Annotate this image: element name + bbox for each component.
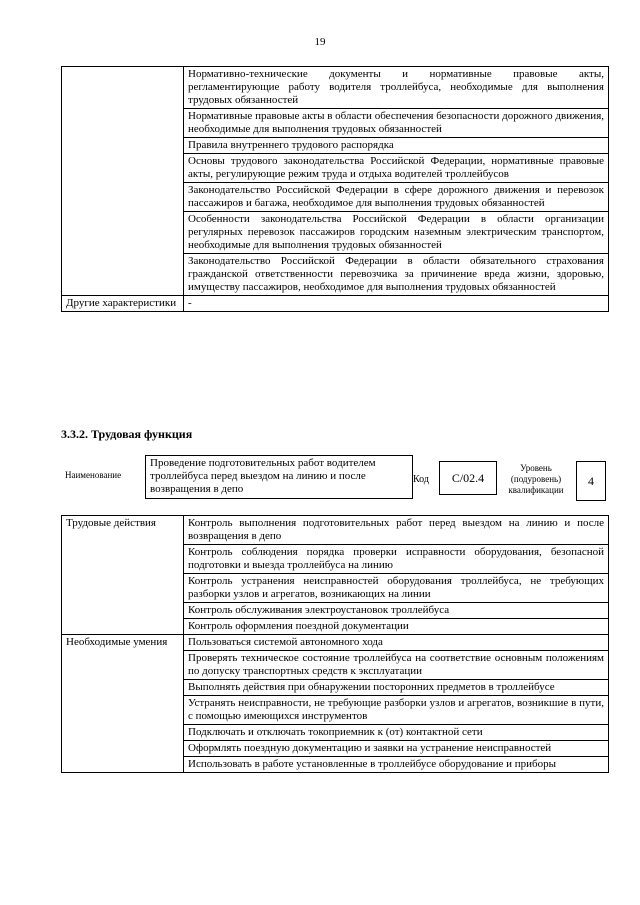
group-label-cell: Трудовые действия bbox=[62, 516, 184, 635]
group-item-cell: Контроль оформления поездной документации bbox=[184, 619, 609, 635]
row-content-cell: Законодательство Российской Федерации в области обязательного страхования гражданской ответственности перевозчика за причинение вреда жизни, здоровью, имуществу пассажиров, необходимое для выполнения трудовых обязанностей bbox=[184, 254, 609, 296]
knowledge-table bbox=[61, 66, 609, 312]
group-item-cell: Проверять техническое состояние троллейбуса на соответствие основным положениям по допуску транспортных средств к эксплуатации bbox=[184, 651, 609, 680]
table-row bbox=[62, 516, 609, 545]
function-table bbox=[61, 515, 609, 773]
code-box bbox=[439, 461, 497, 495]
group-item-cell: Оформлять поездную документацию и заявки на устранение неисправностей bbox=[184, 741, 609, 757]
name-label: Наименование bbox=[65, 470, 122, 480]
group-item-cell: Контроль устранения неисправностей оборудования троллейбуса, не требующих разборки узлов и агрегатов, возникающих на линии bbox=[184, 574, 609, 603]
row-label-cell bbox=[62, 67, 184, 296]
group-item-cell: Устранять неисправности, не требующие разборки узлов и агрегатов, возникшие в пути, с помощью имеющихся инструментов bbox=[184, 696, 609, 725]
group-item-cell: Пользоваться системой автономного хода bbox=[184, 635, 609, 651]
code-value: C/02.4 bbox=[451, 471, 485, 485]
group-item-cell: Выполнять действия при обнаружении посторонних предметов в троллейбусе bbox=[184, 680, 609, 696]
table-row bbox=[62, 296, 609, 312]
level-value: 4 bbox=[588, 474, 594, 488]
level-box bbox=[576, 461, 606, 501]
row-content-cell: Нормативные правовые акты в области обеспечения безопасности дорожного движения, необходимые для выполнения трудовых обязанностей bbox=[184, 109, 609, 138]
section-title: 3.3.2. Трудовая функция bbox=[61, 427, 193, 441]
level-label: Уровень (подуровень) квалификации bbox=[508, 463, 564, 495]
group-label-cell: Необходимые умения bbox=[62, 635, 184, 773]
row-content-cell: Особенности законодательства Российской Федерации в области организации регулярных перевозок пассажиров городским наземным электрическим транспортом, необходимые для выполнения трудовых обязанностей bbox=[184, 212, 609, 254]
function-name-box bbox=[145, 455, 413, 499]
table-row bbox=[62, 67, 609, 109]
row-content-cell: Правила внутреннего трудового распорядка bbox=[184, 138, 609, 154]
group-item-cell: Контроль обслуживания электроустановок троллейбуса bbox=[184, 603, 609, 619]
table-row bbox=[62, 635, 609, 651]
group-item-cell: Контроль выполнения подготовительных работ перед выездом на линию и после возвращения в депо bbox=[184, 516, 609, 545]
group-item-cell: Подключать и отключать токоприемник к (от) контактной сети bbox=[184, 725, 609, 741]
row-content-cell: Законодательство Российской Федерации в сфере дорожного движения и перевозок пассажиров и багажа, необходимое для выполнения трудовых обязанностей bbox=[184, 183, 609, 212]
group-item-cell: Контроль соблюдения порядка проверки исправности оборудования, безопасной подготовки и выезда троллейбуса на линию bbox=[184, 545, 609, 574]
function-name-value: Проведение подготовительных работ водителем троллейбуса перед выездом на линию и после возвращения в депо bbox=[150, 457, 376, 495]
row-label-cell: Другие характеристики bbox=[62, 296, 184, 312]
group-item-cell: Использовать в работе установленные в троллейбусе оборудование и приборы bbox=[184, 757, 609, 773]
page-number: 19 bbox=[314, 36, 326, 48]
row-content-cell: Основы трудового законодательства Российской Федерации, нормативные правовые акты, регулирующие режим труда и отдыха водителей троллейбусов bbox=[184, 154, 609, 183]
row-content-cell: Нормативно-технические документы и нормативные правовые акты, регламентирующие работу водителя троллейбуса, необходимые для выполнения трудовых обязанностей bbox=[184, 67, 609, 109]
row-content-cell: - bbox=[184, 296, 609, 312]
code-label: Код bbox=[413, 474, 429, 485]
